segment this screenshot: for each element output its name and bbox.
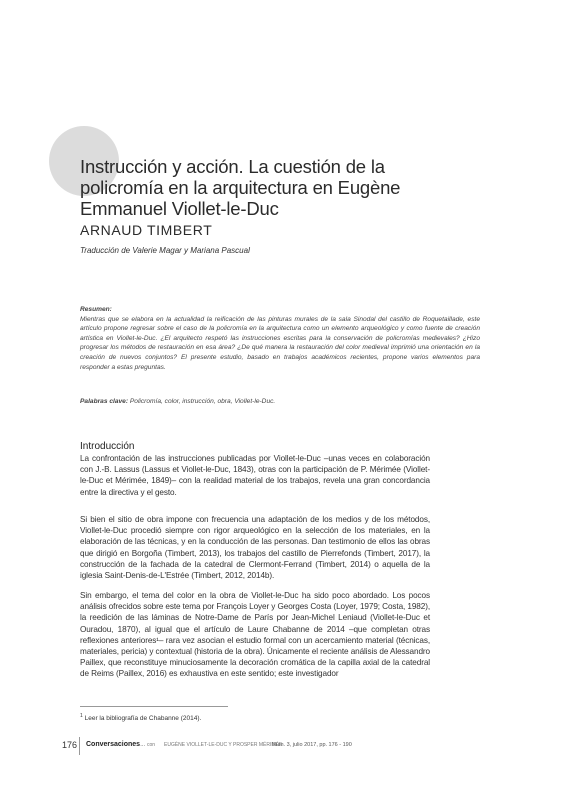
keywords-label: Palabras clave: <box>80 398 129 405</box>
footnote-number: 1 <box>80 713 83 719</box>
abstract-label: Resumen: <box>80 306 112 313</box>
body-paragraph-2: Si bien el sitio de obra impone con frecuencia una adaptación de los medios y de los métodos, Viollet-le-Duc procedió siempre con rigor arqueológico en la selección de los materiales, en la elaboración de las técnicas, y en la conducción de las personas. Dan testimonio de ellos las obras que dirigió en Borgoña (Timbert, 2013), los trabajos del castillo de Pierrefonds (Timbert, 2017), la construcción de la fachada de la catedral de Clermont-Ferrand (Timbert, 2014) o aquella de la iglesia Saint-Denis-de-L'Estrée (Timbert, 2012, 2014b). <box>80 515 430 581</box>
abstract-text: Mientras que se elabora en la actualidad la reificación de las pinturas murales de la sala Sinodal del castillo de Roquetaillade, este artículo propone regresar sobre el caso de la policromía en la arquitectura como un elemento arqueológico y como fuente de creación artística en Viollet-le-Duc. ¿El arquitecto respetó las instrucciones escritas para la conservación de policromías medievales? ¿Hizo progresar los métodos de restauración en esa área? ¿De qué manera la restauración del color medieval imprimió una orientación en la creación de nuevos conjuntos? El presente estudio, basado en trabajos académicos recientes, propone varios elementos para responder a estas preguntas. <box>80 315 480 371</box>
section-heading-introduction: Introducción <box>80 441 135 452</box>
footnote-text: Leer la bibliografía de Chabanne (2014). <box>84 715 202 723</box>
keywords-line <box>80 398 480 405</box>
abstract-block <box>80 305 480 372</box>
footnote <box>80 713 201 722</box>
journal-suffix: … <box>140 742 146 748</box>
page-number: 176 <box>62 740 78 750</box>
footer-divider <box>79 737 80 755</box>
body-paragraph-1: La confrontación de las instrucciones publicadas por Viollet-le-Duc –unas veces en colaboración con J.-B. Lassus (Lassus et Viollet-le-Duc, 1843), otras con la participación de P. Mérimée (Viollet-le-Duc et Mérimée, 1849)– con la realidad material de los trabajos, revela una gran concordancia entre la directiva y el gesto. <box>80 454 430 497</box>
journal-title: Conversaciones <box>86 741 141 748</box>
footer-issue-info: Núm. 3, julio 2017, pp. 176 - 190 <box>272 741 352 748</box>
body-paragraph-3: Sin embargo, el tema del color en la obra de Viollet-le-Duc ha sido poco abordado. Los pocos análisis ofrecidos sobre este tema por François Loyer y Georges Costa (Loyer, 1979; Costa, 1982), la reedición de las láminas de Notre-Dame de París por Jean-Michel Leniaud (Viollet-le-Duc et Ouradou, 1870), al igual que el artículo de Laure Chabanne de 2014 –que completan otras reflexiones anteriores¹– rara vez asocian el estudio formal con un acercamiento material (técnicas, materiales, pericia) y contextual (historia de la obra). Únicamente el reciente análisis de Alessandro Paillex, que reconstituye minuciosamente la decoración cromática de la capilla axial de la catedral de Reims (Paillex, 2016) es exhaustiva en este sentido; este investigador <box>80 591 430 679</box>
translation-credit: Traducción de Valerie Magar y Mariana Pascual <box>80 246 250 255</box>
footer-issue-subjects: EUGÈNE VIOLLET-LE-DUC Y PROSPER MÉRIMÉE <box>164 742 283 748</box>
page-footer <box>62 740 482 756</box>
article-title: Instrucción y acción. La cuestión de la policromía en la arquitectura en Eugène Emmanuel Viollet-le-Duc <box>80 156 401 219</box>
footer-con: con <box>147 742 156 748</box>
journal-name <box>86 741 145 748</box>
keywords-text: Policromía, color, instrucción, obra, Viollet-le-Duc. <box>129 398 276 405</box>
footnote-divider <box>80 706 228 707</box>
article-author: ARNAUD TIMBERT <box>80 222 213 238</box>
